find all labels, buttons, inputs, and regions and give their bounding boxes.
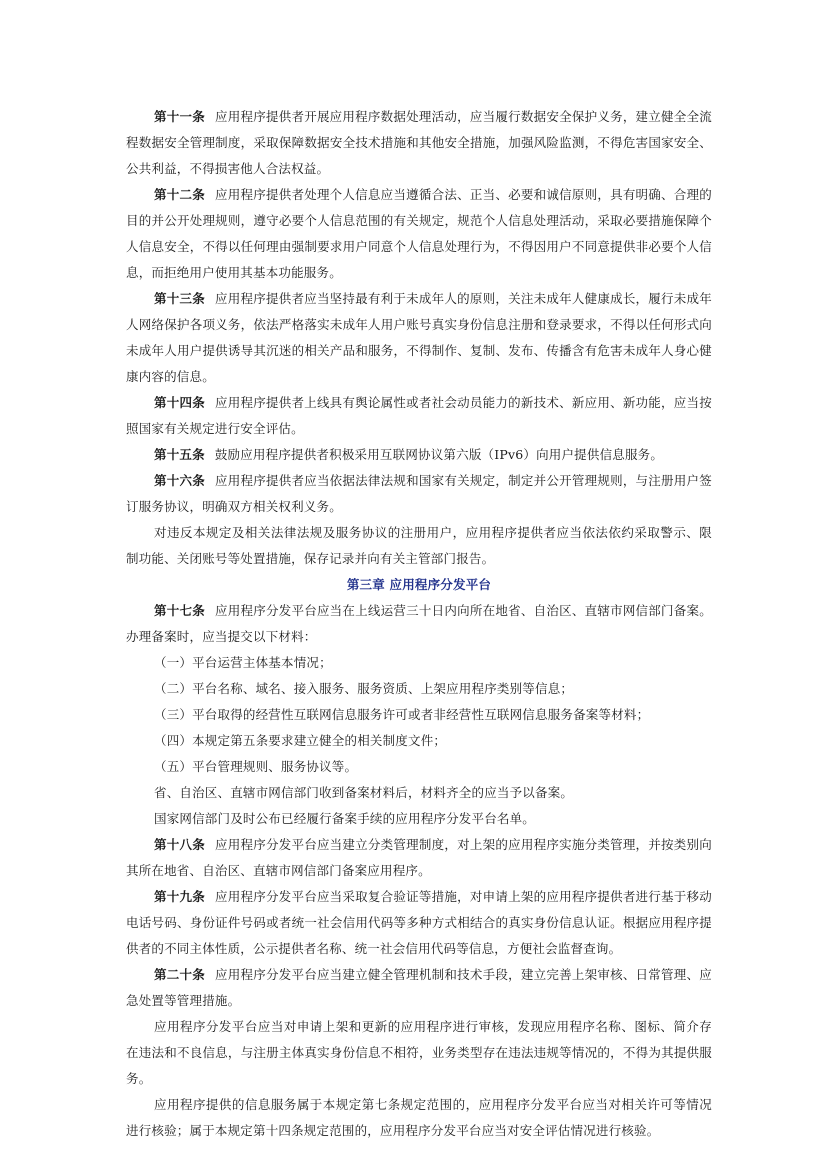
article-paragraph (126, 286, 712, 390)
article-paragraph (126, 104, 712, 182)
body-paragraph (126, 1014, 712, 1092)
article-number: 第十二条 (154, 187, 205, 202)
article-text: 应用程序提供者应当坚持最有利于未成年人的原则，关注未成年人健康成长，履行未成年人网络保护各项义务，依法严格落实未成年人用户账号真实身份信息注册和登录要求，不得以任何形式向未成年人用户提供诱导其沉迷的相关产品和服务，不得制作、复制、发布、传播含有危害未成年人身心健康内容的信息。 (126, 291, 712, 384)
article-number: 第十七条 (154, 603, 205, 618)
chapter-heading: 第三章 应用程序分发平台 (346, 577, 492, 592)
list-item: （五）平台管理规则、服务协议等。 (154, 759, 358, 774)
article-text: 应用程序提供者开展应用程序数据处理活动，应当履行数据安全保护义务，建立健全全流程数据安全管理制度，采取保障数据安全技术措施和其他安全措施，加强风险监测，不得危害国家安全、公共利益，不得损害他人合法权益。 (126, 109, 712, 176)
article-number: 第十六条 (154, 473, 205, 488)
article-text: 应用程序提供者处理个人信息应当遵循合法、正当、必要和诚信原则，具有明确、合理的目的并公开处理规则，遵守必要个人信息范围的有关规定，规范个人信息处理活动，采取必要措施保障个人信息安全，不得以任何理由强制要求用户同意个人信息处理行为，不得因用户不同意提供非必要个人信息，而拒绝用户使用其基本功能服务。 (126, 187, 712, 280)
article-text: 应用程序分发平台应当采取复合验证等措施，对申请上架的应用程序提供者进行基于移动电话号码、身份证件号码或者统一社会信用代码等多种方式相结合的真实身份信息认证。根据应用程序提供者的不同主体性质，公示提供者名称、统一社会信用代码等信息，方便社会监督查询。 (126, 889, 712, 956)
paragraph-text: 应用程序提供的信息服务属于本规定第七条规定范围的，应用程序分发平台应当对相关许可等情况进行核验；属于本规定第十四条规定范围的，应用程序分发平台应当对安全评估情况进行核验。 (126, 1097, 712, 1138)
article-number: 第十八条 (154, 837, 205, 852)
article-number: 第十三条 (154, 291, 205, 306)
article-paragraph (126, 884, 712, 962)
article-number: 第十五条 (154, 447, 205, 462)
article-text: 应用程序提供者上线具有舆论属性或者社会动员能力的新技术、新应用、新功能，应当按照国家有关规定进行安全评估。 (126, 395, 712, 436)
article-text: 应用程序分发平台应当在上线运营三十日内向所在地省、自治区、直辖市网信部门备案。办理备案时，应当提交以下材料： (126, 603, 712, 644)
article-paragraph (126, 832, 712, 884)
article-text: 应用程序分发平台应当建立分类管理制度，对上架的应用程序实施分类管理，并按类别向其所在地省、自治区、直辖市网信部门备案应用程序。 (126, 837, 712, 878)
article-text: 应用程序分发平台应当建立健全管理机制和技术手段，建立完善上架审核、日常管理、应急处置等管理措施。 (126, 967, 712, 1008)
body-paragraph (126, 520, 712, 572)
article-paragraph (126, 598, 712, 650)
article-number: 第十四条 (154, 395, 205, 410)
article-paragraph (126, 390, 712, 442)
paragraph-text: 对违反本规定及相关法律法规及服务协议的注册用户，应用程序提供者应当依法依约采取警示、限制功能、关闭账号等处置措施，保存记录并向有关主管部门报告。 (126, 525, 712, 566)
article-paragraph (126, 468, 712, 520)
list-item: （三）平台取得的经营性互联网信息服务许可或者非经营性互联网信息服务备案等材料； (154, 707, 650, 722)
document-body (126, 104, 712, 1144)
list-item: （一）平台运营主体基本情况； (154, 655, 332, 670)
list-item: （二）平台名称、域名、接入服务、服务资质、上架应用程序类别等信息； (154, 681, 574, 696)
article-paragraph (126, 182, 712, 286)
article-paragraph (126, 442, 712, 468)
paragraph-text: 应用程序分发平台应当对申请上架和更新的应用程序进行审核，发现应用程序名称、图标、简介存在违法和不良信息，与注册主体真实身份信息不相符，业务类型存在违法违规等情况的，不得为其提供服务。 (126, 1019, 712, 1086)
article-text: 应用程序提供者应当依据法律法规和国家有关规定，制定并公开管理规则，与注册用户签订服务协议，明确双方相关权利义务。 (126, 473, 712, 514)
article-text: 鼓励应用程序提供者积极采用互联网协议第六版（IPv6）向用户提供信息服务。 (214, 447, 664, 462)
list-item: （四）本规定第五条要求建立健全的相关制度文件； (154, 733, 447, 748)
body-paragraph: 省、自治区、直辖市网信部门收到备案材料后，材料齐全的应当予以备案。 (154, 785, 574, 800)
article-number: 第十九条 (154, 889, 205, 904)
body-paragraph (126, 1092, 712, 1144)
article-number: 第二十条 (154, 967, 205, 982)
article-number: 第十一条 (154, 109, 205, 124)
body-paragraph: 国家网信部门及时公布已经履行备案手续的应用程序分发平台名单。 (154, 811, 536, 826)
article-paragraph (126, 962, 712, 1014)
